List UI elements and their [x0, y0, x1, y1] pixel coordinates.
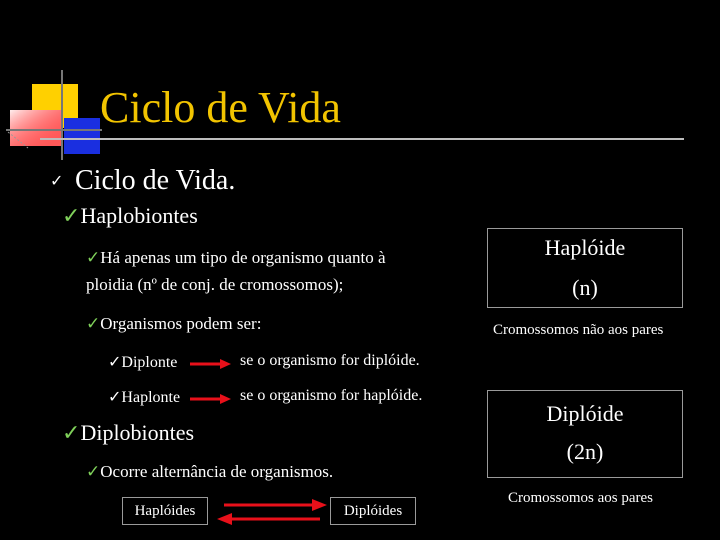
haploide-box [487, 228, 683, 308]
check-icon: ✓ [86, 248, 101, 267]
check-icon: ✓ [50, 173, 64, 190]
haploide-n: (n) [572, 275, 598, 300]
bullet-diplobiontes [62, 420, 194, 446]
arrow-right-icon [190, 393, 232, 405]
decorative-squares-icon [6, 70, 102, 160]
check-icon: ✓ [108, 354, 122, 371]
double-arrow-icon [216, 497, 328, 527]
haplo-desc [86, 244, 386, 298]
check-icon: ✓ [86, 462, 101, 481]
slide-title: Ciclo de Vida [100, 83, 341, 132]
haploide-caption: Cromossomos não aos pares [493, 322, 664, 338]
alternancia-label: Ocorre alternância de organismos. [100, 462, 334, 481]
bullet-ciclo-de-vida: Ciclo de Vida. [75, 165, 236, 196]
haplonte-label: Haplonte [121, 389, 181, 406]
bullet-alternancia [86, 462, 333, 482]
diplonte-label: Diplonte [121, 354, 178, 371]
haplonte-desc: se o organismo for haplóide. [240, 387, 423, 404]
arrow-right-icon [190, 358, 232, 370]
diploide-n: (2n) [566, 439, 604, 464]
haploides-box: Haplóides [122, 497, 208, 525]
bullet-diplonte [108, 352, 177, 372]
check-icon: ✓ [62, 420, 81, 445]
diploides-box: Diplóides [330, 497, 416, 525]
bullet-organismos [86, 314, 261, 334]
diploide-caption: Cromossomos aos pares [508, 490, 653, 506]
haplo-desc-line1: Há apenas um tipo de organismo quanto à [100, 248, 386, 267]
haploide-title: Haplóide [544, 235, 626, 260]
title-divider [40, 138, 684, 140]
check-icon: ✓ [108, 389, 122, 406]
haplobiontes-label: Haplobiontes [80, 203, 198, 228]
bullet-haplobiontes [62, 203, 198, 229]
check-icon: ✓ [62, 203, 81, 228]
bullet-haplonte [108, 387, 180, 407]
diplobiontes-label: Diplobiontes [80, 420, 195, 445]
diplonte-desc: se o organismo for diplóide. [240, 352, 420, 369]
decorative-squares [6, 70, 102, 160]
organismos-label: Organismos podem ser: [100, 314, 262, 333]
diploide-title: Diplóide [546, 401, 624, 426]
check-icon: ✓ [86, 314, 101, 333]
haplo-desc-line2: ploidia (nº de conj. de cromossomos); [86, 275, 344, 294]
diploide-box [487, 390, 683, 478]
